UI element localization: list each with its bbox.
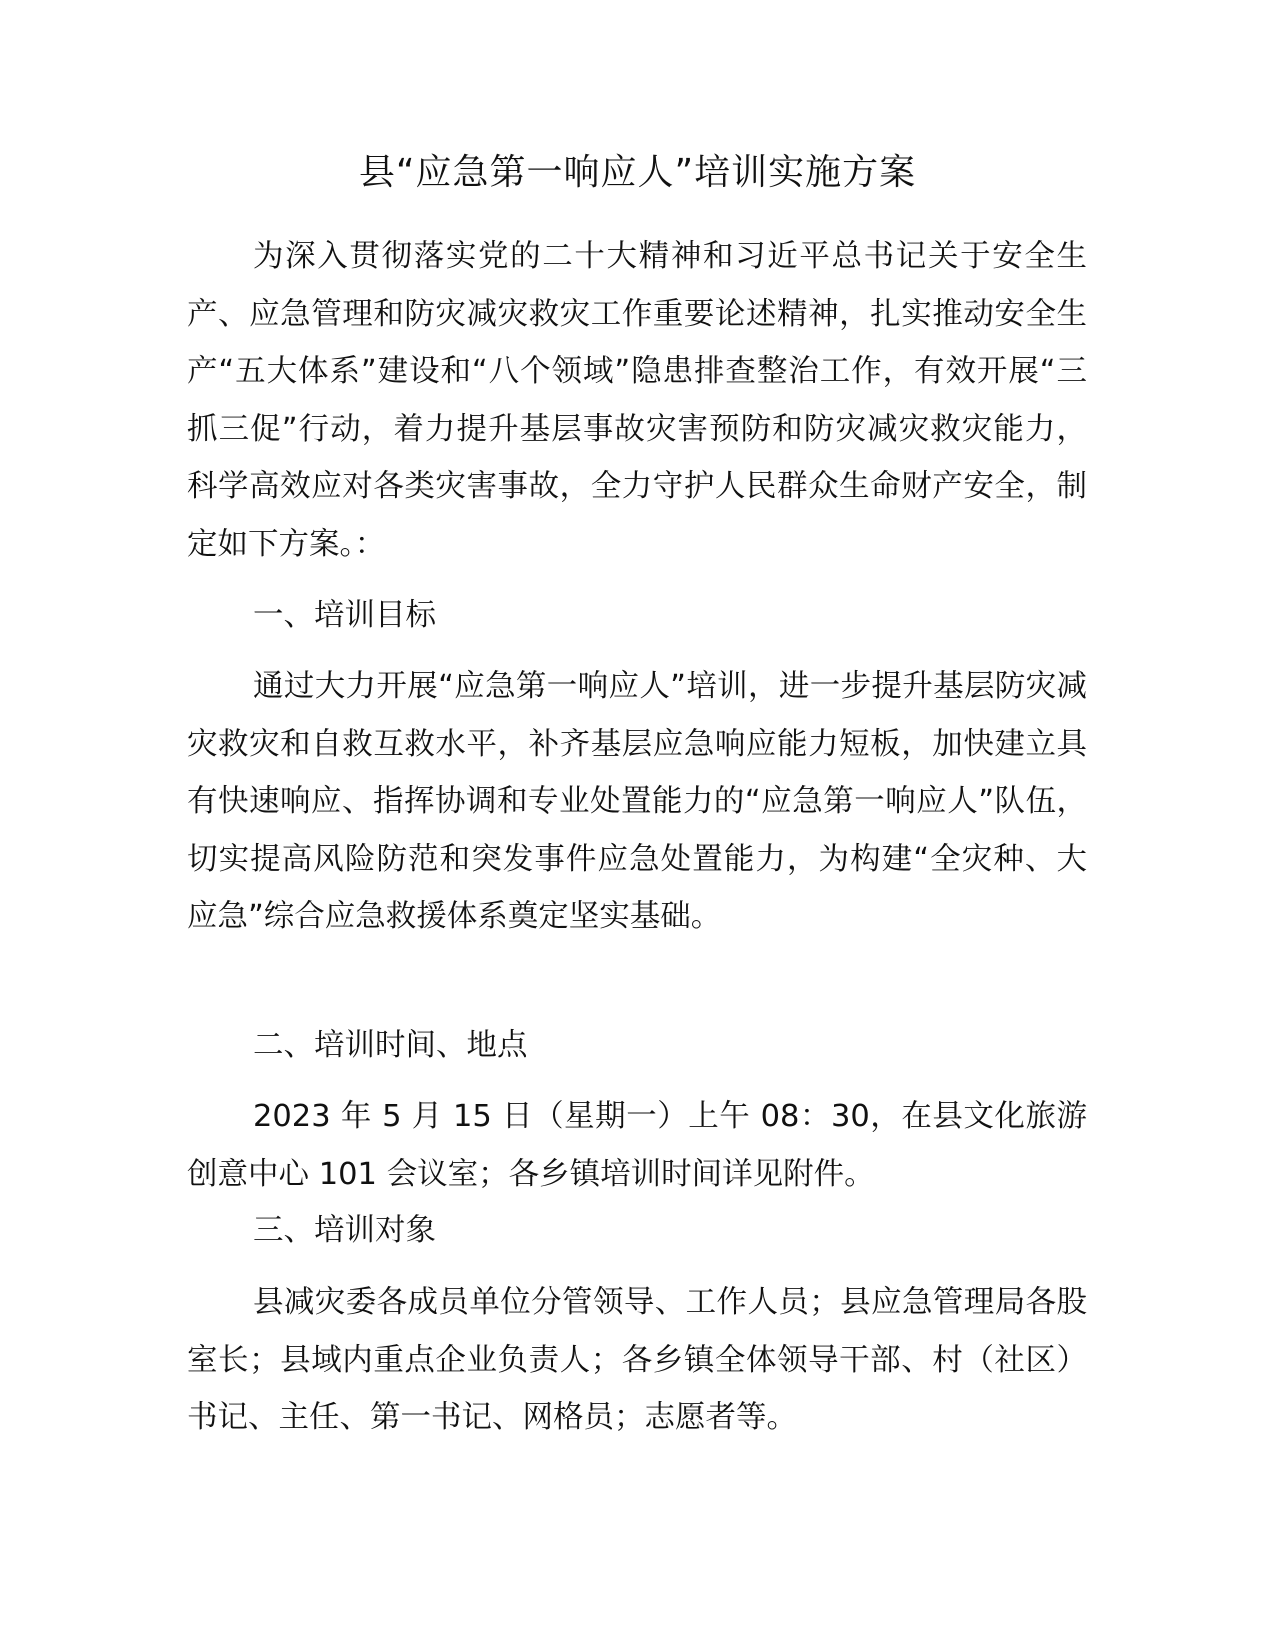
intro-paragraph: 为深入贯彻落实党的二十大精神和习近平总书记关于安全生产、应急管理和防灾减灾救灾工作重要论述精神，扎实推动安全生产“五大体系”建设和“八个领域”隐患排查整治工作，有效开展“三抓三促”行动，着力提升基层事故灾害预防和防灾减灾救灾能力，科学高效应对各类灾害事故，全力守护人民群众生命财产安全，制定如下方案。： — [187, 239, 1087, 562]
section-body-training-target: 县减灾委各成员单位分管领导、工作人员；县应急管理局各股室长；县域内重点企业负责人；各乡镇全体领导干部、村（社区）书记、主任、第一书记、网格员；志愿者等。 — [187, 1285, 1087, 1435]
section-body-training-goal: 通过大力开展“应急第一响应人”培训，进一步提升基层防灾减灾救灾和自救互救水平，补齐基层应急响应能力短板，加快建立具有快速响应、指挥协调和专业处置能力的“应急第一响应人”队伍，切实提高风险防范和突发事件应急处置能力，为构建“全灾种、大应急”综合应急救援体系奠定坚实基础。 — [187, 669, 1087, 934]
section-heading-training-goal: 一、培训目标 — [253, 598, 436, 633]
document-title: 县“应急第一响应人”培训实施方案 — [358, 152, 917, 193]
section-heading-time-place: 二、培训时间、地点 — [253, 1028, 528, 1063]
section-body-time-place: 2023 年 5 月 15 日（星期一）上午 08：30，在县文化旅游创意中心 101 会议室；各乡镇培训时间详见附件。 — [187, 1099, 1087, 1192]
section-heading-training-target: 三、培训对象 — [253, 1213, 436, 1248]
